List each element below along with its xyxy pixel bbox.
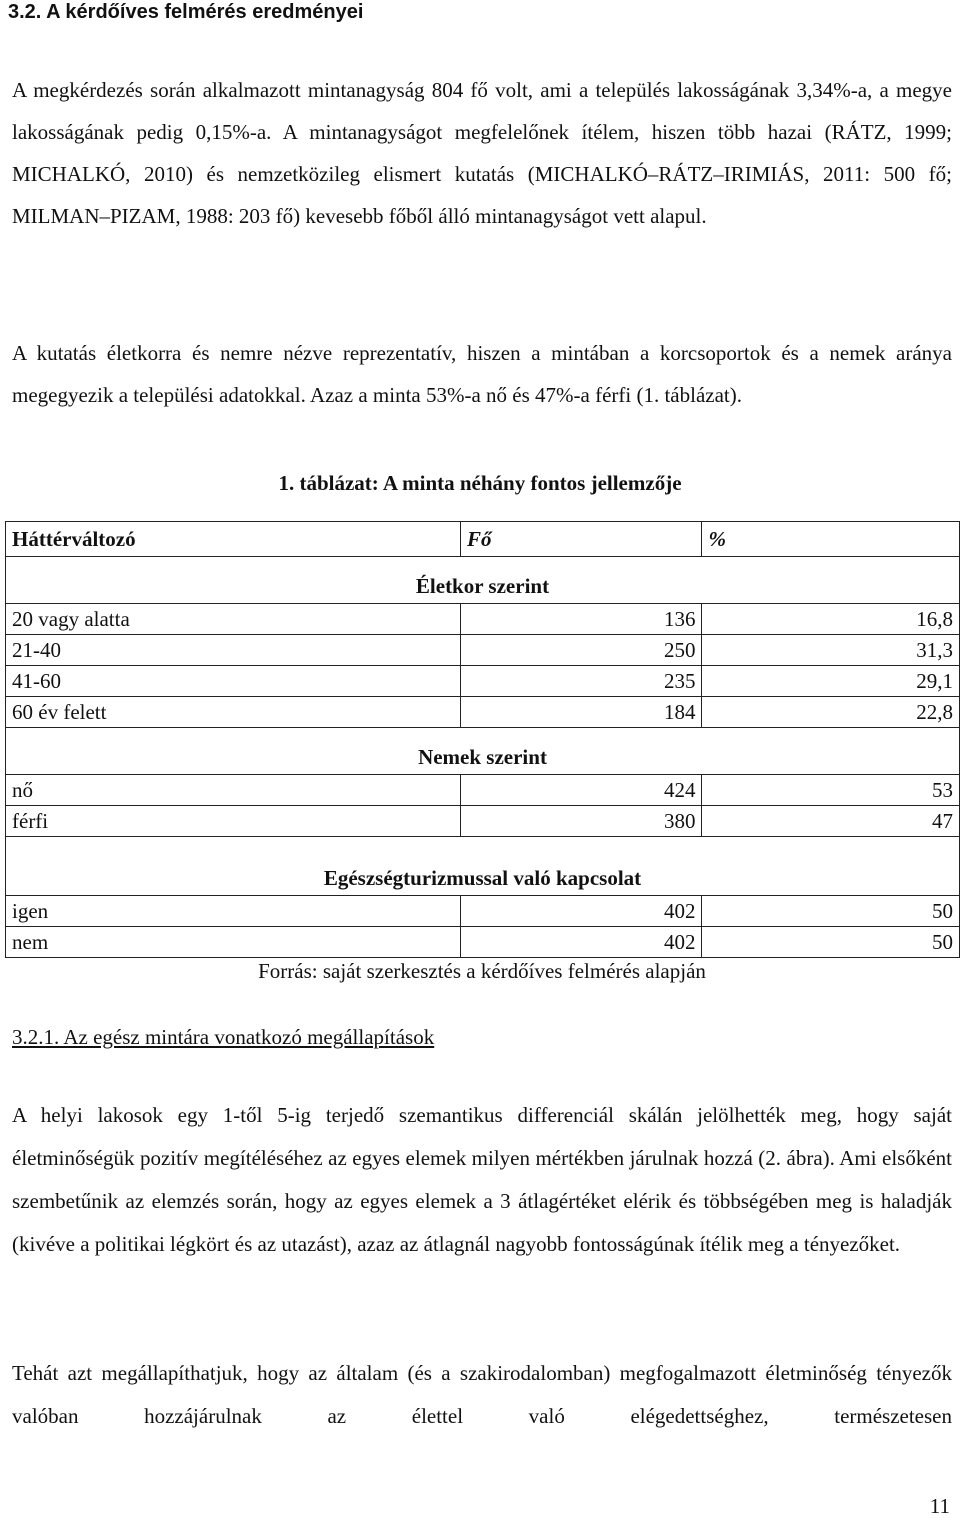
table-source: Forrás: saját szerkesztés a kérdőíves felmérés alapján — [258, 959, 706, 983]
header-variable: Háttérváltozó — [6, 522, 461, 557]
table-row — [6, 697, 960, 728]
table-header-row — [6, 522, 960, 557]
paragraph-scale-results: A helyi lakosok egy 1-től 5-ig terjedő szemantikus differenciál skálán jelölhették meg, hogy saját életminőségük pozitív megítéléséhez az egyes elemek milyen mértékben járulnak hozzá (2. ábra). Ami elsőként szembetűnik az elemzés során, hogy az egyes elemek a 3 átlagértéket elérik és többségében meg is haladják (kivéve a politikai légkört és az utazást), azaz az átlagnál nagyobb fontosságúnak ítélik meg a tényezőket. — [12, 1103, 952, 1256]
header-count: Fő — [460, 522, 702, 557]
row-percent: 16,8 — [702, 604, 960, 635]
table-row — [6, 635, 960, 666]
row-label: igen — [6, 896, 461, 927]
row-label: 60 év felett — [6, 697, 461, 728]
row-count: 380 — [460, 806, 702, 837]
row-label: 41-60 — [6, 666, 461, 697]
paragraph-representativeness: A kutatás életkorra és nemre nézve reprezentatív, hiszen a mintában a korcsoportok és a nemek aránya megegyezik a települési adatokkal. Azaz a minta 53%-a nő és 47%-a férfi (1. táblázat). — [12, 341, 952, 407]
sample-characteristics-table — [5, 521, 960, 958]
table-row — [6, 806, 960, 837]
table-group-row — [6, 837, 960, 896]
group-title-health-tourism: Egészségturizmussal való kapcsolat — [6, 837, 960, 896]
row-percent: 31,3 — [702, 635, 960, 666]
table-row — [6, 604, 960, 635]
row-count: 235 — [460, 666, 702, 697]
row-percent: 53 — [702, 775, 960, 806]
subsection-title: 3.2.1. Az egész mintára vonatkozó megállapítások — [12, 1025, 435, 1049]
row-count: 402 — [460, 927, 702, 958]
row-label: nem — [6, 927, 461, 958]
table-row — [6, 927, 960, 958]
table-row — [6, 775, 960, 806]
row-label: 20 vagy alatta — [6, 604, 461, 635]
row-count: 250 — [460, 635, 702, 666]
row-percent: 50 — [702, 927, 960, 958]
sample-characteristics-table-container — [5, 521, 960, 958]
paragraph-sample-size: A megkérdezés során alkalmazott mintanagyság 804 fő volt, ami a település lakosságának 3,34%-a, a megye lakosságának pedig 0,15%-a. A mintanagyságot megfelelőnek ítélem, hiszen több hazai (RÁTZ, 1999; MICHALKÓ, 2010) és nemzetközileg elismert kutatás (MICHALKÓ–RÁTZ–IRIMIÁS, 2011: 500 fő; MILMAN–PIZAM, 1988: 203 fő) kevesebb főből álló mintanagyságot vett alapul. — [12, 78, 952, 228]
table-row — [6, 666, 960, 697]
header-percent: % — [702, 522, 960, 557]
table-group-row — [6, 557, 960, 604]
group-title-gender: Nemek szerint — [6, 728, 960, 775]
table-group-row — [6, 728, 960, 775]
row-label: férfi — [6, 806, 461, 837]
row-percent: 29,1 — [702, 666, 960, 697]
paragraph-conclusion: Tehát azt megállapíthatjuk, hogy az általam (és a szakirodalomban) megfogalmazott életminőség tényezők valóban hozzájárulnak az élettel való elégedettséghez, természetesen — [12, 1361, 952, 1428]
row-count: 424 — [460, 775, 702, 806]
row-percent: 47 — [702, 806, 960, 837]
row-label: nő — [6, 775, 461, 806]
row-count: 136 — [460, 604, 702, 635]
row-count: 402 — [460, 896, 702, 927]
page-number: 11 — [929, 1494, 950, 1518]
group-title-age: Életkor szerint — [6, 557, 960, 604]
row-label: 21-40 — [6, 635, 461, 666]
row-percent: 22,8 — [702, 697, 960, 728]
row-percent: 50 — [702, 896, 960, 927]
table-caption: 1. táblázat: A minta néhány fontos jellemzője — [278, 471, 682, 495]
table-row — [6, 896, 960, 927]
section-title: 3.2. A kérdőíves felmérés eredményei — [8, 1, 364, 23]
row-count: 184 — [460, 697, 702, 728]
